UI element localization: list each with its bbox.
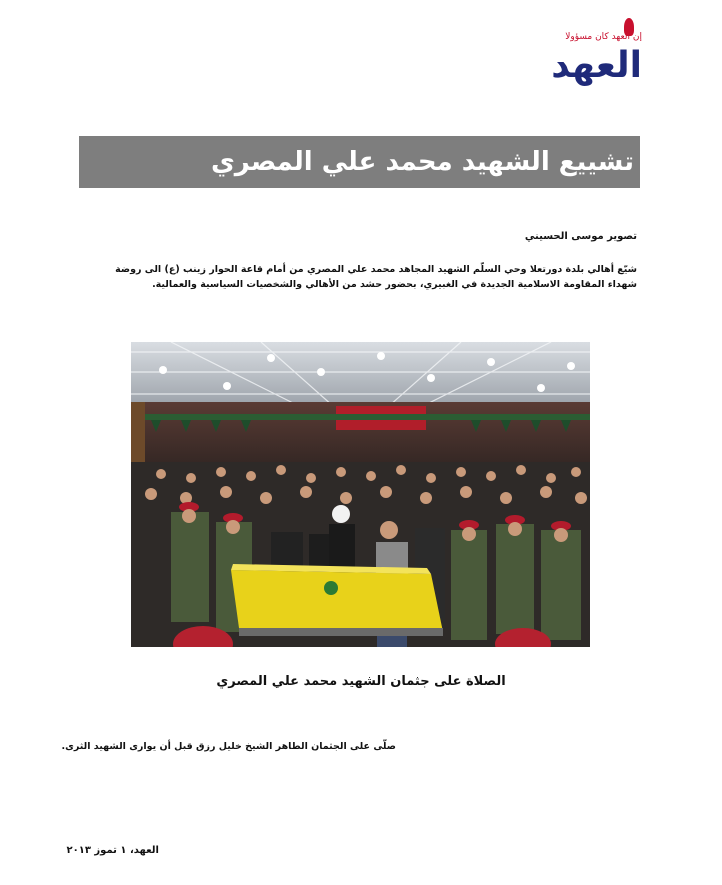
article-title: تشييع الشهيد محمد علي المصري bbox=[210, 147, 634, 177]
funeral-photo bbox=[131, 342, 590, 647]
photo-caption: الصلاة على جثمان الشهيد محمد علي المصري bbox=[216, 674, 506, 689]
page-footer: العهد، ١ تموز ٢٠١٣ bbox=[66, 845, 159, 856]
logo-wordmark: العهد bbox=[551, 45, 642, 86]
article-intro: شيّع أهالي بلدة دورتعلا وحي السلّم الشهيد المجاهد محمد علي المصري من أمام قاعة الحوار زينب (ع) الى روضة شهداء المقاومة الاسلامية الجديدة في الغبيري، بحضور حشد من الأهالي والشخصيات السياسية والعمالية. bbox=[115, 264, 637, 290]
logo-tagline: إن العهد كان مسؤولا bbox=[565, 32, 642, 42]
article-body: صلّى على الجثمان الطاهر الشيخ خليل رزق قبل أن يوارى الشهيد الثرى. bbox=[61, 741, 396, 752]
article-title-bar bbox=[79, 136, 640, 188]
site-logo[interactable] bbox=[532, 12, 642, 86]
photo-credit: تصوير موسى الحسيني bbox=[524, 231, 637, 242]
